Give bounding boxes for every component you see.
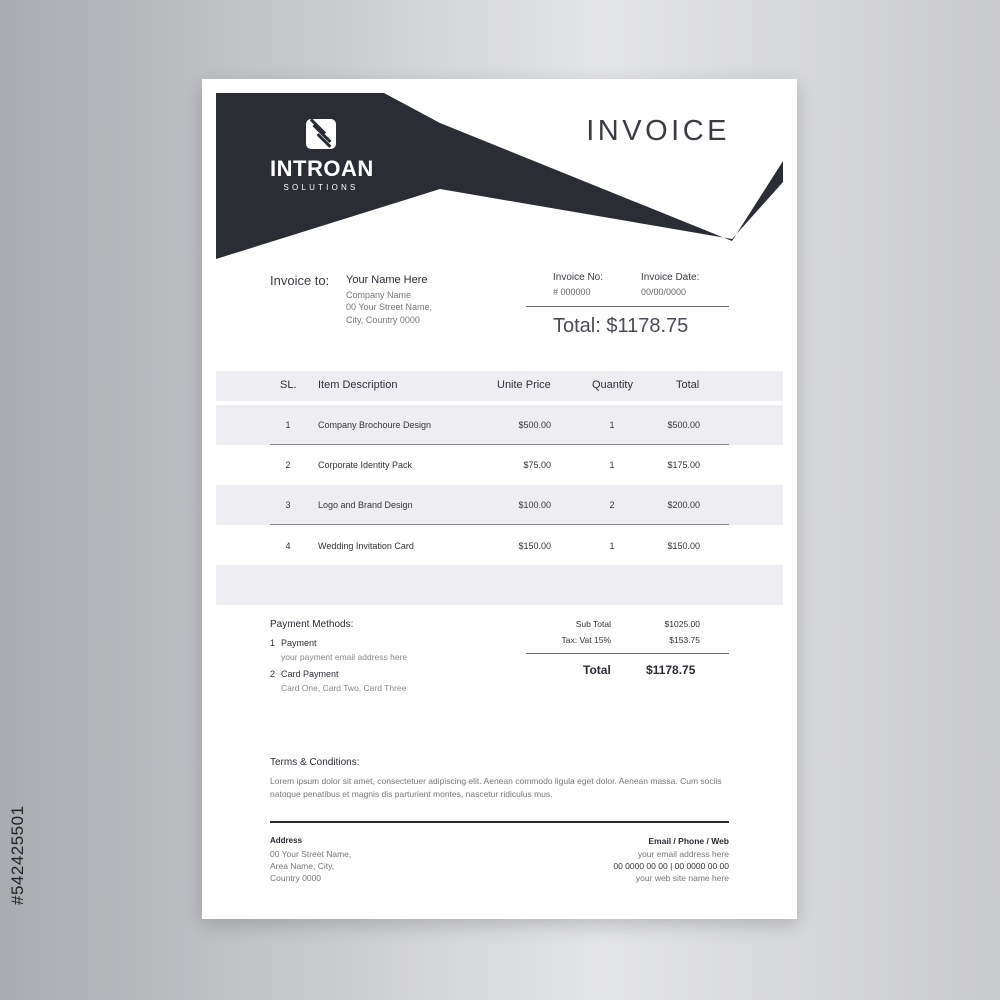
invoice-page	[202, 79, 797, 919]
invoice-to-label: Invoice to:	[270, 273, 330, 288]
row-qty: 1	[609, 460, 615, 470]
row-price: $500.00	[518, 420, 551, 430]
address-line: 00 Your Street Name,	[270, 849, 352, 859]
tax-label: Tax: Vat 15%	[561, 635, 611, 645]
row-description: Corporate Identity Pack	[318, 460, 413, 470]
row-total: $200.00	[667, 500, 700, 510]
invoice-date-label: Invoice Date:	[641, 272, 700, 283]
subtotal-label: Sub Total	[575, 619, 611, 629]
col-header-description: Item Description	[318, 379, 398, 391]
payment-method-number: 2	[270, 669, 276, 679]
payment-method-item	[270, 638, 317, 648]
row-price: $100.00	[518, 500, 551, 510]
row-total: $175.00	[667, 460, 700, 470]
client-street: 00 Your Street Name,	[346, 302, 433, 312]
tax-value: $153.75	[669, 635, 700, 645]
divider	[526, 306, 729, 307]
row-qty: 1	[609, 541, 615, 551]
row-total: $150.00	[667, 541, 700, 551]
footer-divider	[270, 821, 729, 823]
client-company: Company Name	[346, 290, 412, 300]
row-sl: 2	[285, 460, 291, 470]
contact-title: Email / Phone / Web	[648, 836, 729, 846]
row-sl: 4	[285, 541, 291, 551]
page-title: INVOICE	[586, 115, 730, 147]
subtotal-value: $1025.00	[664, 619, 700, 629]
invoice-number-value: # 000000	[553, 287, 591, 297]
terms-title: Terms & Conditions:	[270, 757, 360, 768]
contact-phone: 00 0000 00 00 | 00 0000 00 00	[613, 861, 729, 871]
brand-name: INTROAN	[270, 156, 374, 181]
payment-method-detail: your payment email address here	[281, 652, 408, 662]
table-row-empty	[216, 565, 783, 605]
terms-text: Lorem ipsum dolor sit amet, consectetuer adipiscing elit. Aenean commodo ligula eget dolor. Aenean massa. Cum sociis natoque penatibus et magnis dis parturient montes, nascetur ridiculus mus.	[270, 776, 722, 799]
invoice-date-value: 00/00/0000	[641, 287, 687, 297]
row-sl: 3	[285, 500, 291, 510]
row-description: Company Brochoure Design	[318, 420, 432, 430]
stock-id-text: #542425501	[8, 805, 27, 905]
contact-email: your email address here	[637, 849, 729, 859]
row-description: Logo and Brand Design	[318, 500, 413, 510]
row-description: Wedding Invitation Card	[318, 541, 414, 551]
col-header-sl: SL.	[280, 379, 297, 391]
brand-logo	[270, 119, 372, 192]
total-label: Total	[583, 663, 611, 677]
row-total: $500.00	[667, 420, 700, 430]
row-price: $150.00	[518, 541, 551, 551]
client-name: Your Name Here	[346, 274, 428, 286]
brand-tagline: SOLUTIONS	[283, 183, 359, 192]
address-line: Area Name, City,	[270, 861, 335, 871]
row-divider	[270, 444, 729, 445]
row-sl: 1	[285, 420, 291, 430]
payment-method-number: 1	[270, 638, 276, 648]
row-qty: 2	[609, 500, 615, 510]
payment-methods-title: Payment Methods:	[270, 619, 354, 630]
invoice-number-label: Invoice No:	[553, 272, 604, 283]
total-value: $1178.75	[646, 663, 696, 677]
logo-mark-icon	[306, 119, 336, 149]
address-title: Address	[270, 836, 303, 845]
payment-method-label: Card Payment	[281, 669, 339, 679]
divider	[526, 653, 729, 654]
row-divider	[270, 524, 729, 525]
col-header-quantity: Quantity	[592, 379, 633, 391]
payment-method-label: Payment	[281, 638, 317, 648]
grand-total-heading: Total: $1178.75	[553, 315, 689, 337]
row-price: $75.00	[523, 460, 551, 470]
payment-method-detail: Card One, Card Two, Card Three	[281, 683, 407, 693]
contact-website: your web site name here	[635, 873, 729, 883]
client-city: City, Country 0000	[346, 315, 420, 325]
payment-method-item	[270, 669, 339, 679]
row-qty: 1	[609, 420, 615, 430]
address-line: Country 0000	[270, 873, 322, 883]
col-header-price: Unite Price	[497, 379, 551, 391]
col-header-total: Total	[676, 379, 700, 391]
